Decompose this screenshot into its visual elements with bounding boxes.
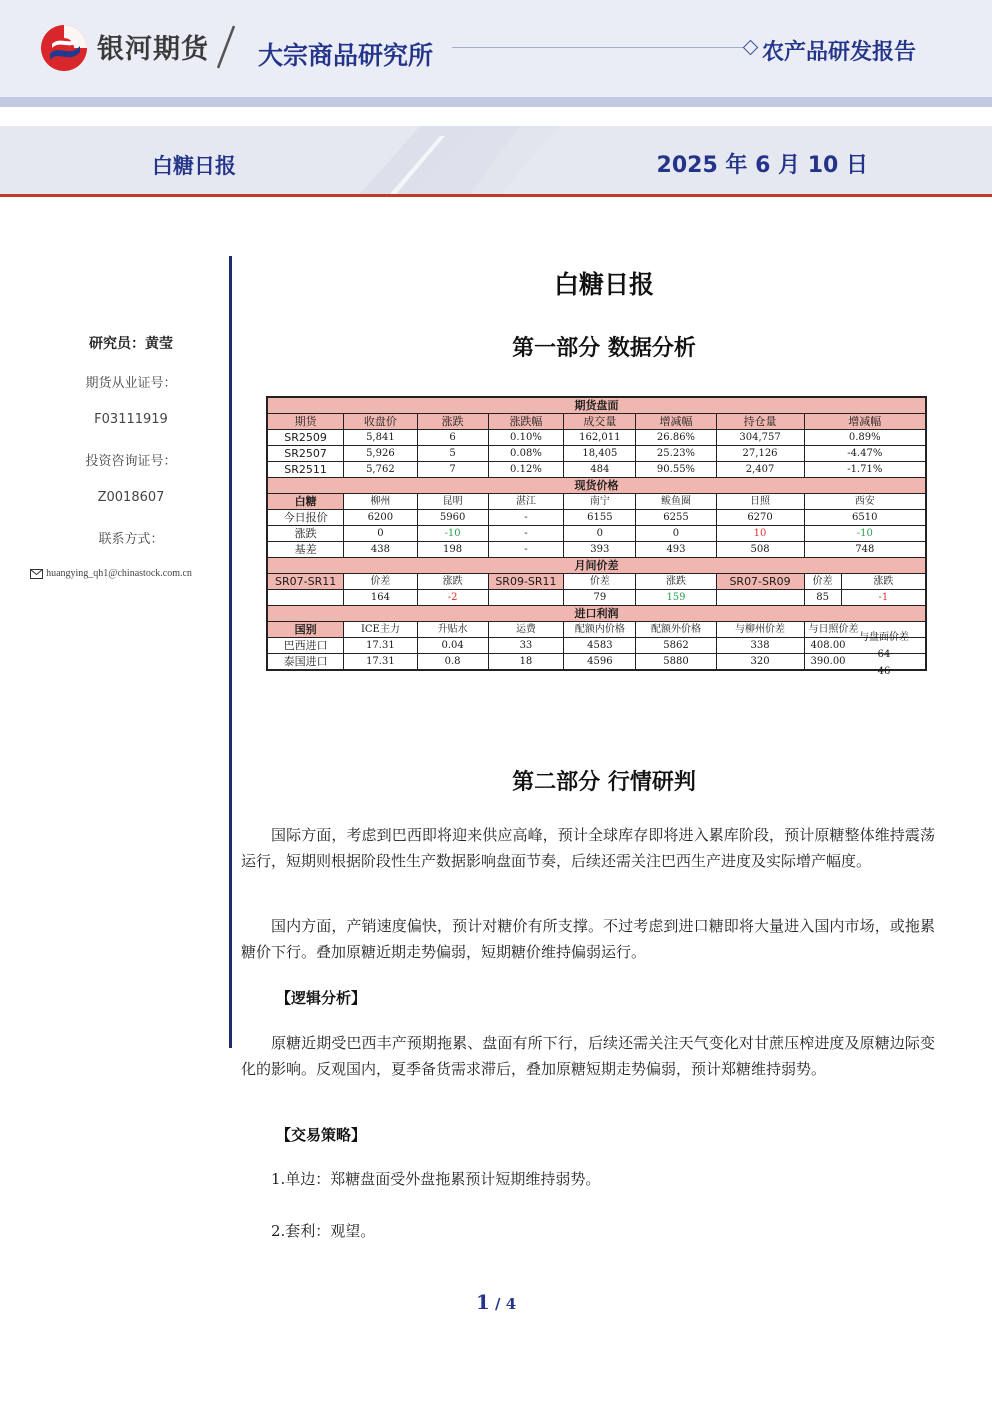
mail-icon — [30, 569, 43, 579]
cell: 79 — [564, 590, 636, 606]
th-import-2: 升贴水 — [417, 622, 488, 638]
th-spread-2: 涨跌 — [417, 574, 488, 590]
th-futures-6: 持仓量 — [716, 414, 804, 430]
contact-email[interactable]: huangying_qh1@chinastock.com.cn — [46, 568, 192, 579]
cell: 4583 — [564, 638, 636, 654]
th-spot-5: 鲅鱼圈 — [636, 494, 716, 510]
cell: 0 — [636, 526, 716, 542]
th-import-6: 与柳州价差 — [716, 622, 804, 638]
cell: 17.31 — [344, 638, 417, 654]
banner-red-rule — [0, 194, 992, 197]
th-import-7: 与日照价差 — [804, 622, 926, 638]
table-row — [267, 462, 926, 478]
report-type: 农产品研发报告 — [762, 40, 917, 65]
cell: 484 — [564, 462, 636, 478]
cell: 6270 — [716, 510, 804, 526]
cell: 27,126 — [716, 446, 804, 462]
cell: 今日报价 — [267, 510, 344, 526]
table-row — [267, 590, 926, 606]
th-spread-1: 价差 — [344, 574, 417, 590]
part1-title: 第一部分 数据分析 — [512, 336, 696, 361]
th-spot-3: 湛江 — [488, 494, 564, 510]
logic-paragraph: 原糖近期受巴西丰产预期拖累、盘面有所下行，后续还需关注天气变化对甘蔗压榨进度及原糖边际变化的影响。反观国内，夏季备货需求滞后，叠加原糖短期走势偏弱，预计郑糖维持弱势。 — [241, 1034, 935, 1078]
cell: 748 — [804, 542, 926, 558]
report-date: 2025 年 6 月 10 日 — [656, 153, 868, 178]
cell: 18,405 — [564, 446, 636, 462]
cell: 90.55% — [636, 462, 716, 478]
cell: 涨跌 — [267, 526, 344, 542]
th-spread-3: SR09-SR11 — [488, 574, 564, 590]
cell: 390.00 — [804, 654, 926, 671]
table-row — [267, 510, 926, 526]
cell: 33 — [488, 638, 564, 654]
cell: -10 — [804, 526, 926, 542]
table-row — [267, 542, 926, 558]
table-row — [267, 446, 926, 462]
cell: - — [488, 526, 564, 542]
cell: 0 — [564, 526, 636, 542]
researcher: 研究员：黄莹 — [89, 336, 173, 352]
logic-heading: 【逻辑分析】 — [276, 989, 367, 1007]
cell: 508 — [716, 542, 804, 558]
cell: 6255 — [636, 510, 716, 526]
cell: 25.23% — [636, 446, 716, 462]
consult-cert-label: 投资咨询证号： — [85, 454, 177, 469]
cell: -1 — [841, 590, 926, 606]
page-number — [0, 1290, 992, 1314]
spread-section: 月间价差 — [267, 558, 926, 574]
th-import-5: 配额外价格 — [636, 622, 716, 638]
cell: 320 — [716, 654, 804, 671]
table-row — [267, 430, 926, 446]
th-spot-6: 日照 — [716, 494, 804, 510]
th-import-3: 运费 — [488, 622, 564, 638]
cell: 338 — [716, 638, 804, 654]
th-futures-2: 涨跌 — [417, 414, 488, 430]
analysis-paragraph: 国内方面，产销速度偏快，预计对糖价有所支撑。不过考虑到进口糖即将大量进入国内市场，或拖累糖价下行。叠加原糖近期走势偏弱，短期糖价维持偏弱运行。 — [241, 917, 935, 961]
cell: - — [488, 542, 564, 558]
cell: 162,011 — [564, 430, 636, 446]
cell: -10 — [417, 526, 488, 542]
th-futures-4: 成交量 — [564, 414, 636, 430]
cell: 85 — [804, 590, 841, 606]
futures-cert: F03111919 — [94, 412, 168, 427]
th-futures-0: 期货 — [267, 414, 344, 430]
th-spread-5: 涨跌 — [636, 574, 716, 590]
cell: -2 — [417, 590, 488, 606]
strategy-heading: 【交易策略】 — [276, 1126, 367, 1144]
page-sep: / — [489, 1295, 506, 1313]
cell: SR2509 — [267, 430, 344, 446]
cell: 5862 — [636, 638, 716, 654]
cell: 438 — [344, 542, 417, 558]
cell: 6 — [417, 430, 488, 446]
th-futures-3: 涨跌幅 — [488, 414, 564, 430]
cell: SR2511 — [267, 462, 344, 478]
data-table — [266, 396, 927, 671]
institute-name: 大宗商品研究所 — [258, 41, 434, 70]
cell: 基差 — [267, 542, 344, 558]
table-row — [267, 654, 926, 671]
cell: 164 — [344, 590, 417, 606]
cell: 17.31 — [344, 654, 417, 671]
th-spread-8: 涨跌 — [841, 574, 926, 590]
cell: 0.08% — [488, 446, 564, 462]
cell: 5,841 — [344, 430, 417, 446]
cell: 0.89% — [804, 430, 926, 446]
cell: -1.71% — [804, 462, 926, 478]
cell: 198 — [417, 542, 488, 558]
strategy-item: 2.套利：观望。 — [271, 1222, 376, 1240]
th-spread-7: 价差 — [804, 574, 841, 590]
cell: 26.86% — [636, 430, 716, 446]
cell — [488, 590, 564, 606]
cell: 0.12% — [488, 462, 564, 478]
th-import-1: ICE主力 — [344, 622, 417, 638]
banner-title: 白糖日报 — [152, 154, 236, 178]
th-spread-6: SR07-SR09 — [716, 574, 804, 590]
th-futures-5: 增减幅 — [636, 414, 716, 430]
cell: 304,757 — [716, 430, 804, 446]
th-spot-2: 昆明 — [417, 494, 488, 510]
cell: 0.8 — [417, 654, 488, 671]
cell: 5,926 — [344, 446, 417, 462]
analysis-paragraph: 国际方面，考虑到巴西即将迎来供应高峰，预计全球库存即将进入累库阶段，预计原糖整体维持震荡运行，短期则根据阶段性生产数据影响盘面节奏，后续还需关注巴西生产进度及实际增产幅度。 — [241, 826, 935, 870]
cell: 64 — [877, 649, 891, 660]
cell — [267, 590, 344, 606]
cell: 巴西进口 — [267, 638, 344, 654]
cell: 0.04 — [417, 638, 488, 654]
th-import-4: 配额内价格 — [564, 622, 636, 638]
cell: 6510 — [804, 510, 926, 526]
cell: 4596 — [564, 654, 636, 671]
cell: 5 — [417, 446, 488, 462]
cell: 6155 — [564, 510, 636, 526]
futures-section: 期货盘面 — [267, 397, 926, 414]
cell: 泰国进口 — [267, 654, 344, 671]
import-section: 进口利润 — [267, 606, 926, 622]
page-total: 4 — [505, 1295, 517, 1313]
company-name: 银河期货 — [97, 34, 209, 65]
cell: 18 — [488, 654, 564, 671]
th-spread-4: 价差 — [564, 574, 636, 590]
page-current: 1 — [475, 1290, 490, 1314]
th-spot-1: 柳州 — [344, 494, 417, 510]
th-spot-0: 白糖 — [267, 494, 344, 510]
contact-email-row — [0, 568, 254, 579]
cell: 46 — [877, 666, 891, 677]
table-row — [267, 526, 926, 542]
th-futures-1: 收盘价 — [344, 414, 417, 430]
th-spread-0: SR07-SR11 — [267, 574, 344, 590]
doc-title: 白糖日报 — [553, 270, 654, 299]
cell: 493 — [636, 542, 716, 558]
futures-cert-label: 期货从业证号： — [85, 376, 177, 391]
cell: 0.10% — [488, 430, 564, 446]
strategy-item: 1.单边：郑糖盘面受外盘拖累预计短期维持弱势。 — [271, 1170, 601, 1188]
consult-cert: Z0018607 — [97, 490, 165, 505]
cell: - — [488, 510, 564, 526]
cell: 408.00 — [804, 638, 926, 654]
cell: 7 — [417, 462, 488, 478]
cell: 6200 — [344, 510, 417, 526]
cell — [716, 590, 804, 606]
cell: 10 — [716, 526, 804, 542]
cell: 159 — [636, 590, 716, 606]
th-import-0: 国别 — [267, 622, 344, 638]
header-rule — [452, 47, 744, 48]
cell: 5880 — [636, 654, 716, 671]
cell: -4.47% — [804, 446, 926, 462]
th-spot-7: 西安 — [804, 494, 926, 510]
cell: 393 — [564, 542, 636, 558]
cell: 0 — [344, 526, 417, 542]
logo-slash — [214, 22, 238, 72]
th-spot-4: 南宁 — [564, 494, 636, 510]
th-futures-7: 增减幅 — [804, 414, 926, 430]
galaxy-logo-icon — [40, 24, 88, 72]
th-import-8: 与盘面价差 — [859, 632, 909, 643]
cell: 2,407 — [716, 462, 804, 478]
cell: 5,762 — [344, 462, 417, 478]
header-divider-bar — [0, 97, 992, 107]
part2-title: 第二部分 行情研判 — [512, 770, 696, 795]
contact-label: 联系方式： — [98, 532, 164, 547]
cell: SR2507 — [267, 446, 344, 462]
table-row — [267, 638, 926, 654]
cell: 5960 — [417, 510, 488, 526]
spot-section: 现货价格 — [267, 478, 926, 494]
